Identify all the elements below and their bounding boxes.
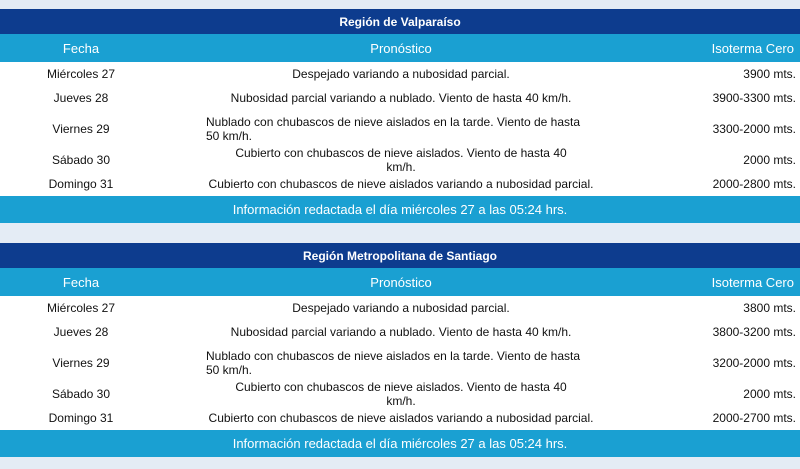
column-header-isoterma: Isoterma Cero (711, 274, 794, 290)
row-isotherm: 2000-2700 mts. (712, 411, 796, 425)
column-header-row (0, 34, 800, 62)
column-header-pronostico: Pronóstico (370, 274, 432, 290)
column-header-fecha: Fecha (62, 40, 100, 56)
column-header-row (0, 268, 800, 296)
row-isotherm: 2000 mts. (743, 153, 796, 167)
table-row (0, 344, 800, 382)
info-footer: Información redactada el día miércoles 27 a las 05:24 hrs. (0, 196, 800, 223)
row-isotherm: 2000 mts. (743, 387, 796, 401)
row-isotherm: 2000-2800 mts. (712, 177, 796, 191)
table-row (0, 320, 800, 344)
table-row (0, 62, 800, 86)
row-isotherm: 3200-2000 mts. (712, 356, 796, 370)
region-title: Región de Valparaíso (0, 9, 800, 34)
row-date: Miércoles 27 (46, 67, 116, 81)
column-header-fecha: Fecha (62, 274, 100, 290)
row-date: Domingo 31 (48, 411, 114, 425)
table-row (0, 382, 800, 406)
region-panel-santiago (0, 243, 800, 457)
row-date: Jueves 28 (53, 91, 109, 105)
row-forecast: Cubierto con chubascos de nieve aislados variando a nubosidad parcial. (208, 411, 594, 425)
info-footer: Información redactada el día miércoles 27 a las 05:24 hrs. (0, 430, 800, 457)
row-forecast: Cubierto con chubascos de nieve aislados. Viento de hasta 40 km/h. (235, 380, 567, 408)
row-forecast: Despejado variando a nubosidad parcial. (292, 67, 510, 81)
row-date: Viernes 29 (52, 122, 110, 136)
row-forecast: Nubosidad parcial variando a nublado. Viento de hasta 40 km/h. (230, 325, 572, 339)
row-date: Viernes 29 (52, 356, 110, 370)
row-isotherm: 3800 mts. (743, 301, 796, 315)
row-isotherm: 3900 mts. (743, 67, 796, 81)
row-forecast: Despejado variando a nubosidad parcial. (292, 301, 510, 315)
table-row (0, 110, 800, 148)
row-forecast: Nublado con chubascos de nieve aislados en la tarde. Viento de hasta 50 km/h. (206, 115, 581, 143)
top-band (0, 0, 800, 9)
region-title: Región Metropolitana de Santiago (0, 243, 800, 268)
row-forecast: Cubierto con chubascos de nieve aislados. Viento de hasta 40 km/h. (235, 146, 567, 174)
row-forecast: Nubosidad parcial variando a nublado. Viento de hasta 40 km/h. (230, 91, 572, 105)
region-panel-valparaiso (0, 9, 800, 223)
table-row (0, 148, 800, 172)
row-forecast: Cubierto con chubascos de nieve aislados variando a nubosidad parcial. (208, 177, 594, 191)
row-forecast: Nublado con chubascos de nieve aislados en la tarde. Viento de hasta 50 km/h. (206, 349, 581, 377)
table-row (0, 86, 800, 110)
table-row (0, 172, 800, 196)
row-date: Jueves 28 (53, 325, 109, 339)
row-date: Sábado 30 (51, 387, 111, 401)
row-isotherm: 3300-2000 mts. (712, 122, 796, 136)
column-header-pronostico: Pronóstico (370, 40, 432, 56)
table-row (0, 296, 800, 320)
row-date: Domingo 31 (48, 177, 114, 191)
row-isotherm: 3800-3200 mts. (712, 325, 796, 339)
column-header-isoterma: Isoterma Cero (711, 40, 794, 56)
row-date: Miércoles 27 (46, 301, 116, 315)
table-row (0, 406, 800, 430)
row-isotherm: 3900-3300 mts. (712, 91, 796, 105)
row-date: Sábado 30 (51, 153, 111, 167)
